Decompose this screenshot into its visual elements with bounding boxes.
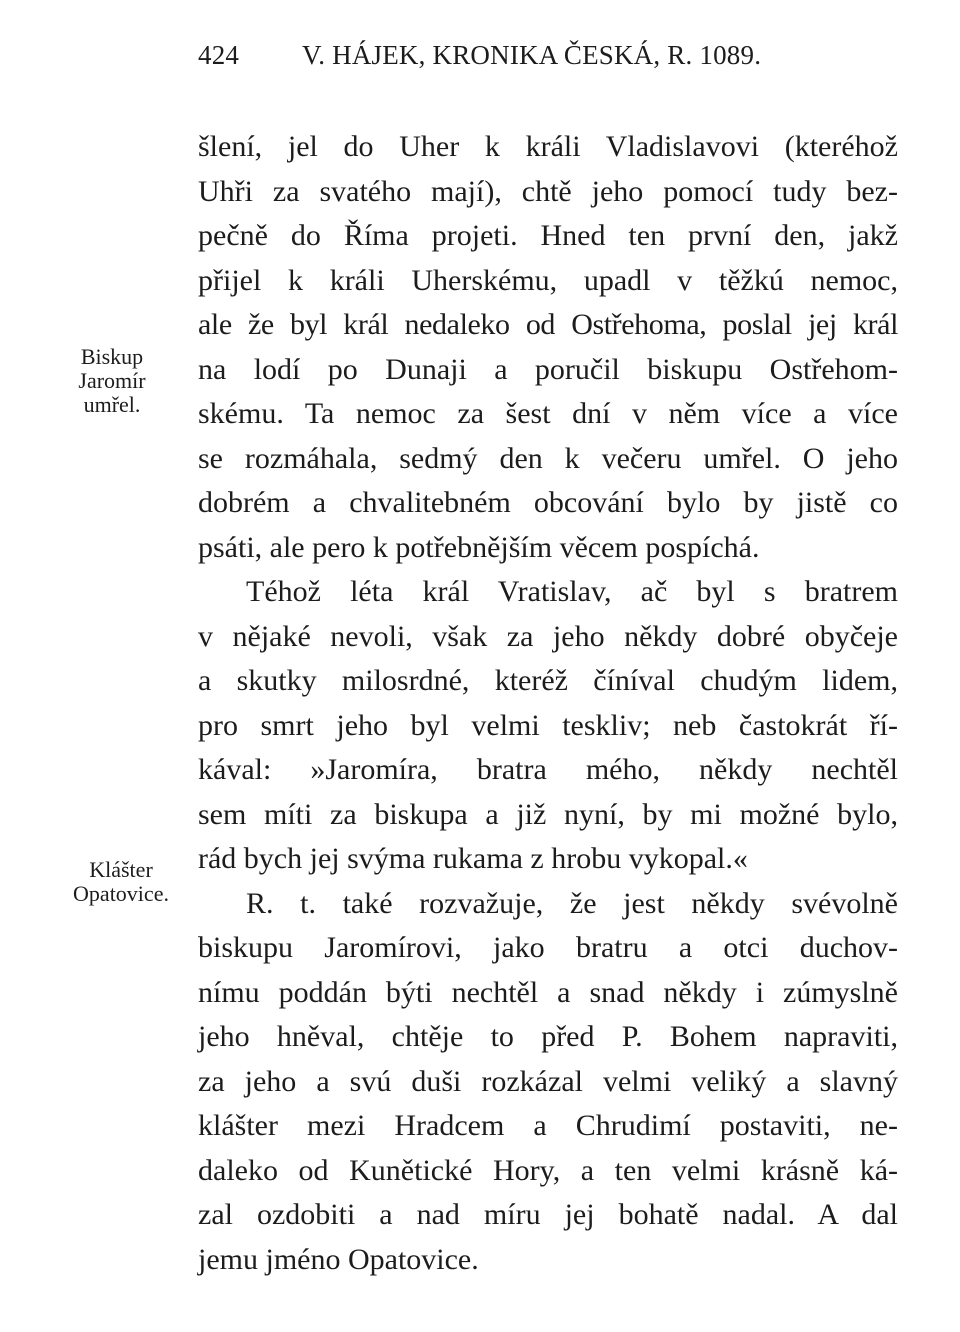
running-head	[198, 40, 794, 80]
margin-note-line: umřel.	[83, 392, 141, 417]
text-line: Uhři za svatého mají), chtě jeho pomocí tudy bez-	[198, 174, 898, 208]
margin-note-monastery	[52, 858, 190, 906]
margin-note-line: Jaromír	[78, 368, 146, 393]
text-line: daleko od Kunětické Hory, a ten velmi krásně ká-	[198, 1153, 898, 1187]
text-line: a skutky milosrdné, kteréž číníval chudým lidem,	[198, 664, 898, 697]
text-line: skému. Ta nemoc za šest dní v něm více a více	[198, 397, 898, 430]
text-line: Téhož léta král Vratislav, ač byl s bratrem	[246, 575, 898, 608]
text-line: kával: »Jaromíra, bratra mého, někdy nechtěl	[198, 753, 898, 786]
paragraph-2	[198, 570, 898, 882]
page-number: 424	[198, 40, 240, 70]
text-line: přijel k králi Uherskému, upadl v těžkú nemoc,	[198, 263, 898, 297]
text-line: se rozmáhala, sedmý den k večeru umřel. O jeho	[198, 441, 898, 475]
text-line: biskupu Jaromírovi, jako bratru a otci duchov-	[198, 931, 898, 964]
text-line: jemu jméno Opatovice.	[198, 1242, 479, 1276]
text-line: psáti, ale pero k potřebnějším věcem pospíchá.	[198, 530, 760, 564]
paragraph-1	[198, 125, 898, 570]
text-line: nímu poddán býti nechtěl a snad někdy i zúmyslně	[198, 975, 898, 1009]
paragraph-3	[198, 882, 898, 1283]
text-line: šlení, jel do Uher k králi Vladislavovi (kteréhož	[198, 130, 898, 163]
text-line: dobrém a chvalitebném obcování bylo by jistě co	[198, 486, 898, 519]
text-line: klášter mezi Hradcem a Chrudimí postaviti, ne-	[198, 1109, 898, 1142]
text-line: zal ozdobiti a nad míru jej bohatě nadal. A dal	[198, 1198, 898, 1231]
body-text	[198, 125, 898, 1282]
text-line: pro smrt jeho byl velmi teskliv; neb častokrát ří-	[198, 708, 898, 742]
text-line: pečně do Říma projeti. Hned ten první den, jakž	[198, 219, 898, 252]
text-line: na lodí po Dunaji a poručil biskupu Ostřehom-	[198, 352, 898, 386]
text-line: v nějaké nevoli, však za jeho někdy dobré obyčeje	[198, 619, 898, 653]
margin-note-bishop-died	[58, 345, 166, 417]
text-line: sem míti za biskupa a již nyní, by mi možné bylo,	[198, 797, 898, 831]
margin-note-line: Opatovice.	[73, 881, 169, 906]
running-title: V. HÁJEK, KRONIKA ČESKÁ, R. 1089.	[302, 40, 762, 70]
margin-note-line: Biskup	[80, 344, 144, 369]
text-line: rád bych jej svýma rukama z hrobu vykopal.«	[198, 842, 748, 875]
text-line: jeho hněval, chtěje to před P. Bohem napraviti,	[198, 1020, 898, 1053]
text-line: za jeho a svú duši rozkázal velmi veliký a slavný	[198, 1064, 898, 1098]
text-line: ale že byl král nedaleko od Ostřehoma, poslal jej král	[198, 308, 898, 341]
margin-note-line: Klášter	[89, 857, 153, 882]
text-line: R. t. také rozvažuje, že jest někdy svévolně	[246, 886, 898, 920]
